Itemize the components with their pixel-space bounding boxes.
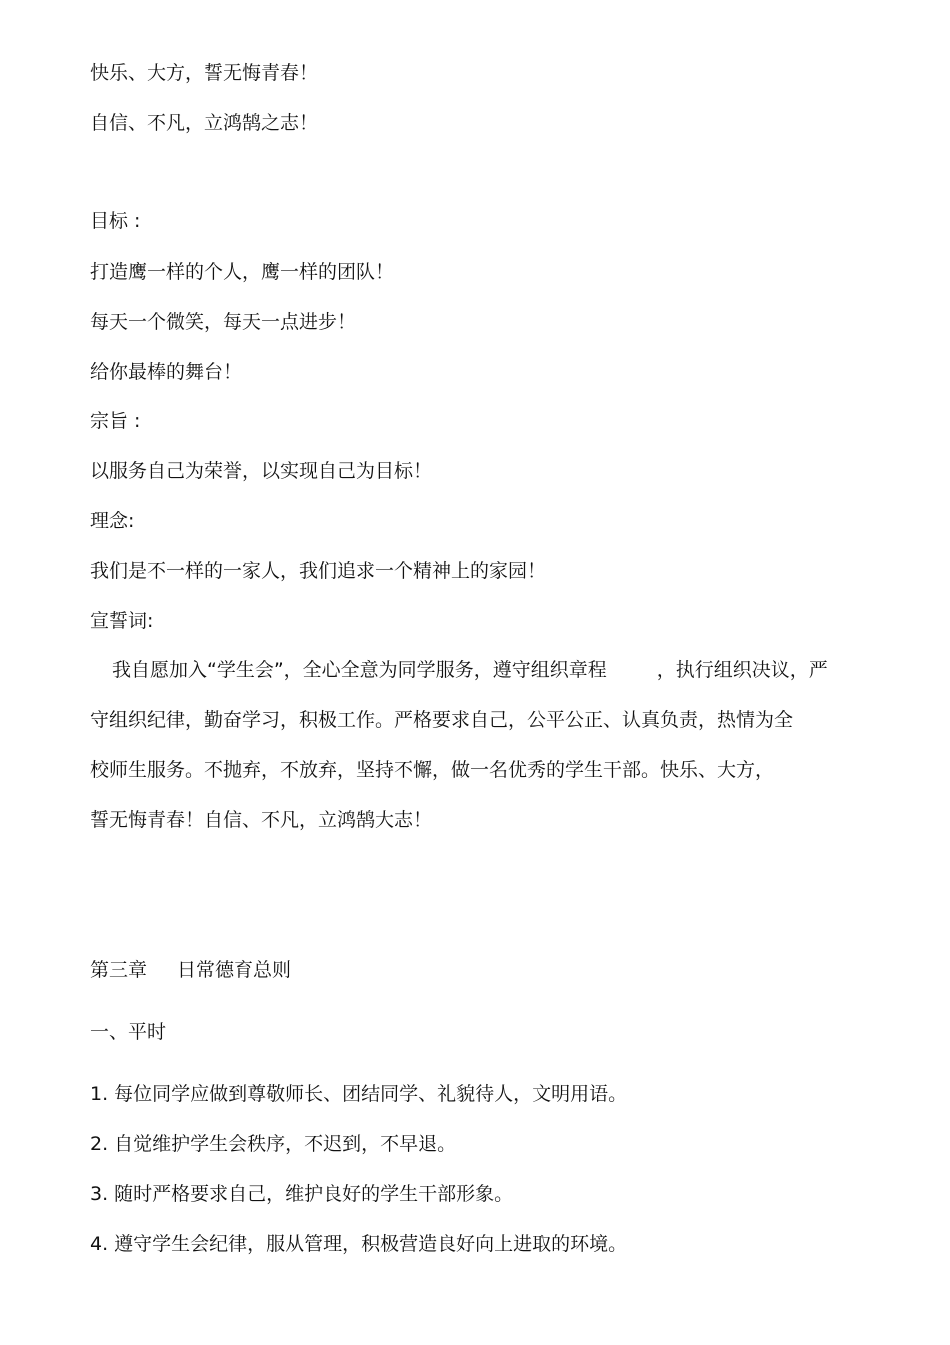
oath-line-4: 誓无悔青春！自信、不凡，立鸿鹄大志！ <box>90 809 433 831</box>
chapter-title: 日常德育总则 <box>177 959 292 981</box>
purpose-label: 宗旨 : <box>90 410 141 432</box>
purpose-text: 以服务自己为荣誉，以实现自己为目标！ <box>90 460 433 482</box>
oath-line-2: 守组织纪律，勤奋学习，积极工作。严格要求自己，公平公正、认真负责，热情为全 <box>90 709 794 731</box>
oath-line-1 <box>112 657 828 683</box>
chapter-number: 第三章 <box>90 959 148 981</box>
section-title: 一、平时 <box>90 1021 167 1043</box>
rule-item-3: 3. 随时严格要求自己，维护良好的学生干部形象。 <box>90 1183 514 1205</box>
goal-item-2: 每天一个微笑，每天一点进步！ <box>90 311 357 333</box>
goal-item-3: 给你最棒的舞台！ <box>90 361 243 383</box>
motto-line-2: 自信、不凡，立鸿鹄之志！ <box>90 112 319 134</box>
goal-item-1: 打造鹰一样的个人，鹰一样的团队！ <box>90 261 395 283</box>
motto-line-1: 快乐、大方，誓无悔青春！ <box>90 62 319 84</box>
chapter-heading <box>90 957 291 983</box>
rule-item-2: 2. 自觉维护学生会秩序，不迟到，不早退。 <box>90 1133 457 1155</box>
rule-item-1: 1. 每位同学应做到尊敬师长、团结同学、礼貌待人，文明用语。 <box>90 1083 628 1105</box>
oath-line-1b: ，执行组织决议，严 <box>656 659 828 681</box>
philosophy-text: 我们是不一样的一家人，我们追求一个精神上的家园！ <box>90 560 547 582</box>
oath-label: 宣誓词: <box>90 610 154 632</box>
philosophy-label: 理念: <box>90 510 135 532</box>
rule-item-4: 4. 遵守学生会纪律，服从管理，积极营造良好向上进取的环境。 <box>90 1233 628 1255</box>
goal-label: 目标 : <box>90 210 141 232</box>
oath-line-1a: 我自愿加入“学生会”，全心全意为同学服务，遵守组织章程 <box>112 659 607 681</box>
oath-line-3: 校师生服务。不抛弃，不放弃，坚持不懈，做一名优秀的学生干部。快乐、大方， <box>90 759 775 781</box>
